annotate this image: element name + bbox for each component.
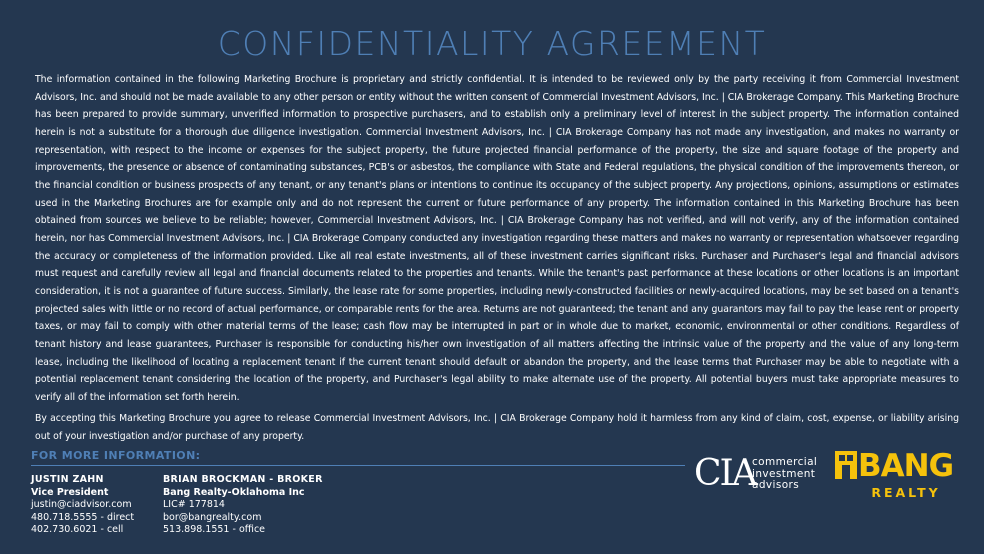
- contact-license: LIC# 177814: [163, 499, 225, 510]
- contact-justin-zahn: [31, 474, 134, 537]
- contact-email[interactable]: bor@bangrealty.com: [163, 511, 262, 523]
- bang-logo-subtitle: REALTY: [871, 485, 941, 500]
- agreement-paragraph-2: By accepting this Marketing Brochure you agree to release Commercial Investment Advisors, Inc. | CIA Brokerage Company hold it harmless from any kind of claim, cost, expense, or liability arising out of your investigation and/or purchase of any property.: [35, 413, 959, 443]
- footer-divider: [31, 465, 685, 466]
- cia-logo-word: investment: [752, 467, 816, 480]
- more-info-heading: FOR MORE INFORMATION:: [31, 449, 201, 462]
- contact-brian-brockman: [163, 474, 323, 537]
- contact-name: BRIAN BROCKMAN - BROKER: [163, 474, 323, 485]
- contact-email[interactable]: justin@ciadvisor.com: [31, 499, 132, 510]
- contact-phone-direct: 480.718.5555 - direct: [31, 511, 135, 523]
- cia-logo-words: [752, 457, 817, 492]
- agreement-body: [35, 71, 959, 446]
- contact-phone-office: 513.898.1551 - office: [163, 524, 266, 535]
- cia-logo-mark: CIA: [694, 453, 756, 494]
- page-title: CONFIDENTIALITY AGREEMENT: [217, 24, 767, 63]
- contact-role: Bang Realty-Oklahoma Inc: [163, 486, 305, 498]
- contact-name: JUSTIN ZAHN: [31, 474, 104, 485]
- cia-logo: [694, 452, 818, 496]
- cia-logo-word: commercial: [752, 456, 818, 468]
- agreement-paragraph-1: The information contained in the following Marketing Brochure is proprietary and strictly confidential. It is intended to be reviewed only by the party receiving it from Commercial Investment Advisors, Inc. and should not be made available to any other person or entity without the written consent of Commercial Investment Advisors, Inc. | CIA Brokerage Company. This Marketing Brochure has been prepared to provide summary, unverified information to prospective purchasers, and to establish only a preliminary level of interest in the subject property. The information contained herein is not a substitute for a thorough due diligence investigation. Commercial Investment Advisors, Inc. | CIA Brokerage Company has not made any investigation, and makes no warranty or representation, with respect to the income or expenses for the subject property, the future projected financial performance of the property, the size and square footage of the property and improvements, the presence or absence of contaminating substances, PCB's or asbestos, the compliance with State and Federal regulations, the physical condition of the improvements thereon, or the financial condition or business prospects of any tenant, or any tenant's plans or intentions to continue its occupancy of the subject property. Any projections, opinions, assumptions or estimates used in the Marketing Brochures are for example only and do not represent the current or future performance of any property. The information contained in this Marketing Brochure has been obtained from sources we believe to be reliable; however, Commercial Investment Advisors, Inc. | CIA Brokerage Company has not verified, and will not verify, any of the information contained herein, nor has Commercial Investment Advisors, Inc. | CIA Brokerage Company conducted any investigation regarding these matters and makes no warranty or representation whatsoever regarding the accuracy or completeness of the information provided. Like all real estate investments, all of these investment carries significant risks. Purchaser and Purchaser's legal and financial advisors must request and carefully review all legal and financial documents related to the properties and tenants. While the tenant's past performance at these locations or other locations is an important consideration, it is not a guarantee of future success. Similarly, the lease rate for some properties, including newly-constructed facilities or newly-acquired locations, may be set based on a tenant's projected sales with little or no record of actual performance, or comparable rents for the area. Returns are not guaranteed; the tenant and any guarantors may fail to pay the lease rent or property taxes, or may fail to comply with other material terms of the lease; cash flow may be interrupted in part or in whole due to market, economic, environmental or other conditions. Regardless of tenant history and lease guarantees, Purchaser is responsible for conducting his/her own investigation of all matters affecting the intrinsic value of the property and the value of any long-term lease, including the likelihood of locating a replacement tenant if the current tenant should default or abandon the property, and the lease terms that Purchaser may be able to negotiate with a potential replacement tenant considering the location of the property, and Purchaser's legal ability to make alternate use of the property. All potential buyers must take appropriate measures to verify all of the information set forth herein.: [35, 74, 959, 403]
- contact-phone-cell: 402.730.6021 - cell: [31, 524, 124, 535]
- cia-logo-word: advisors: [752, 479, 800, 491]
- bang-realty-logo: [830, 447, 960, 507]
- bang-logo-word: BANG: [858, 448, 954, 484]
- contact-role: Vice President: [31, 486, 109, 498]
